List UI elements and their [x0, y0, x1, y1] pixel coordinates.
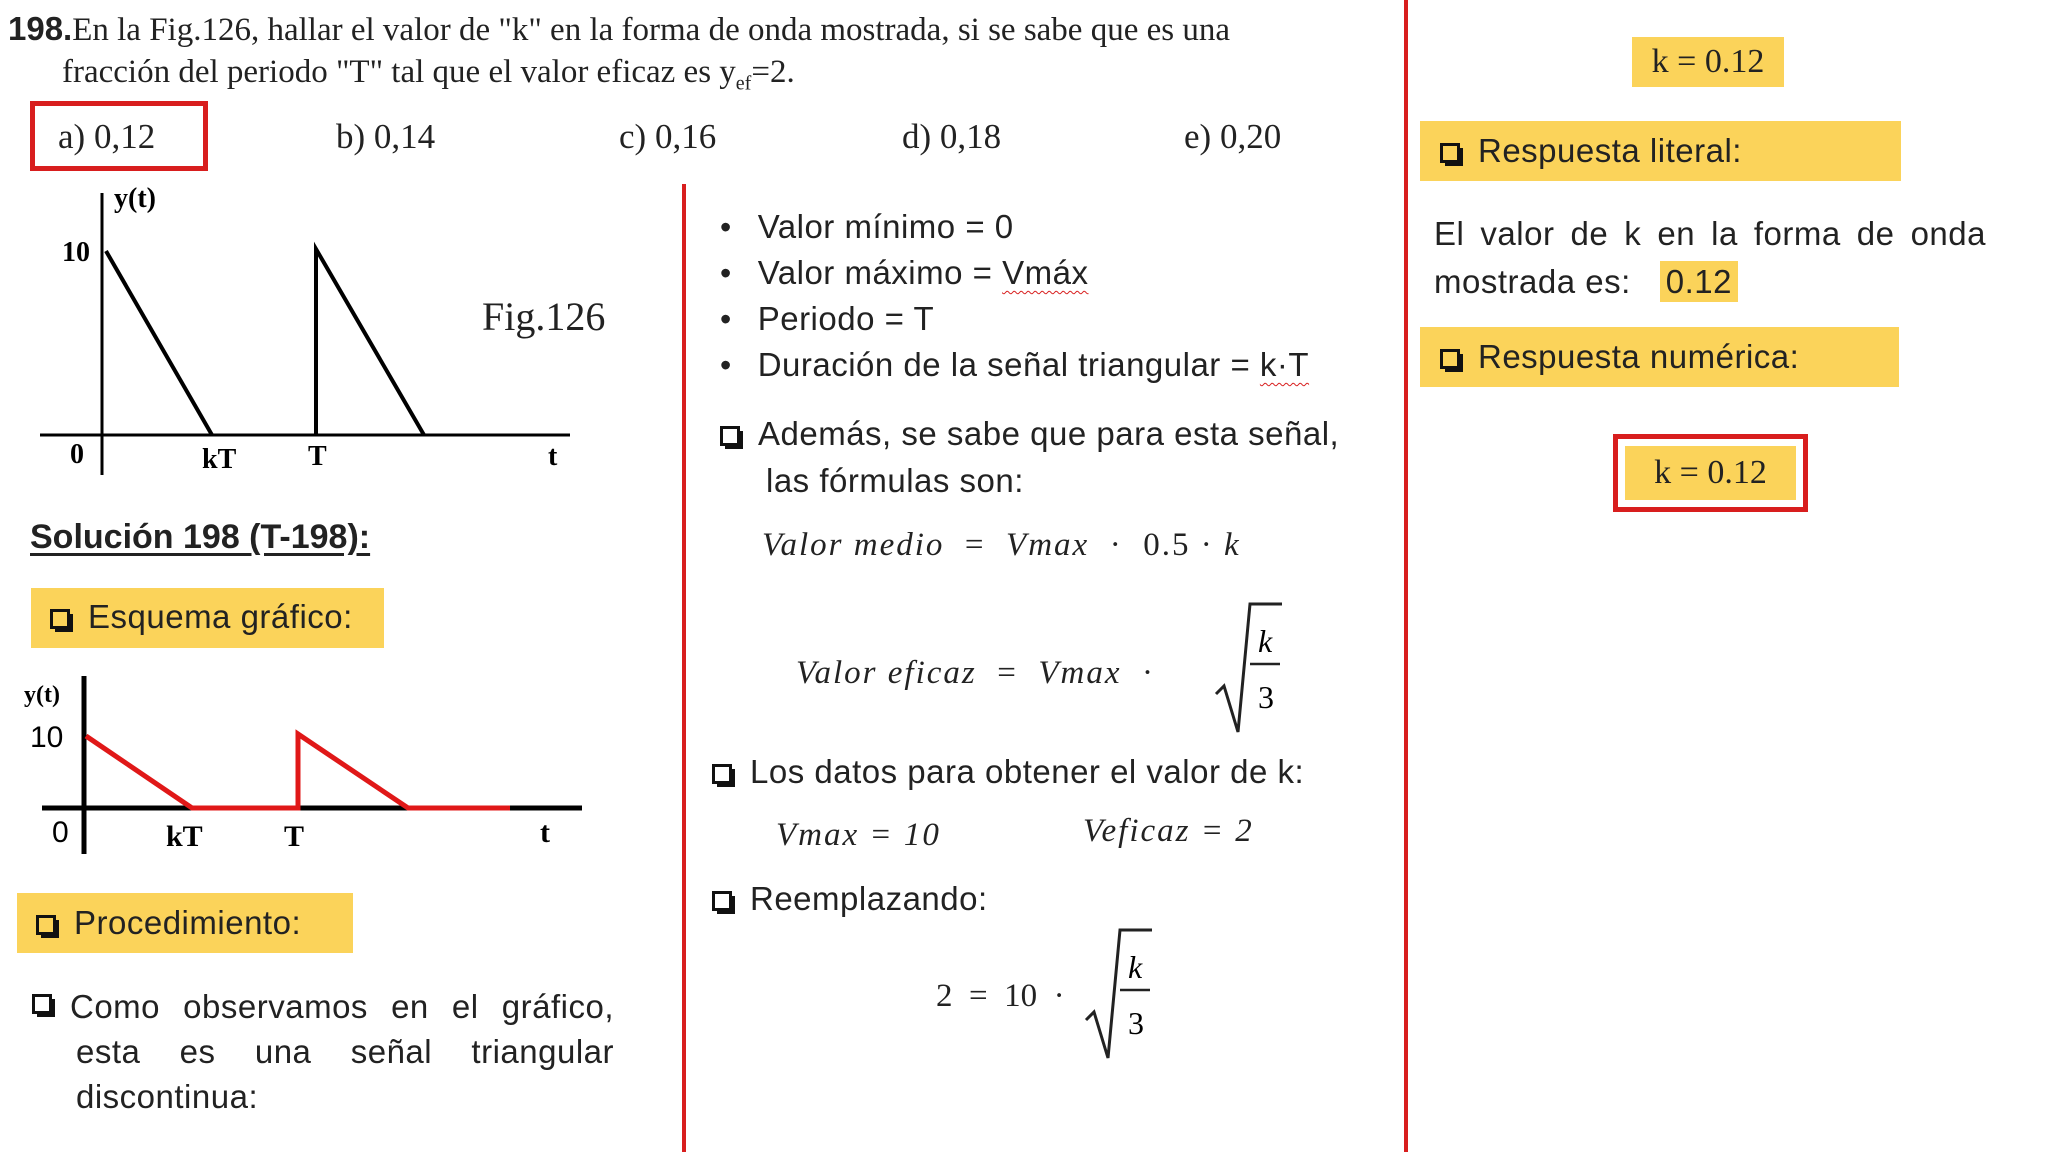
problem-statement [8, 8, 1230, 105]
fig-y-value: 10 [62, 237, 90, 268]
numeric-answer: k = 0.12 [1625, 446, 1796, 500]
list-item: • Periodo = T [720, 300, 935, 337]
checkbox-icon [50, 609, 70, 629]
numeric-label: Respuesta numérica: [1440, 338, 1799, 376]
fig-t-label: t [548, 441, 558, 472]
data-vmax: Vmax = 10 [776, 817, 941, 853]
svg-text:k: k [1258, 623, 1273, 659]
checkbox-icon [32, 994, 52, 1014]
schema-label: Esquema gráfico: [50, 598, 353, 636]
schema-signal-line [86, 734, 510, 808]
top-answer: k = 0.12 [1632, 37, 1784, 87]
fig-ramp-1 [106, 251, 212, 435]
fig-origin: 0 [70, 439, 84, 470]
checkbox-icon [712, 891, 732, 911]
numeric-answer-box [1613, 434, 1808, 512]
fig-ramp-2 [316, 249, 424, 435]
checkbox-icon [712, 764, 732, 784]
literal-value: 0.12 [1660, 261, 1738, 302]
option-a: a) 0,12 [58, 117, 156, 156]
literal-label: Respuesta literal: [1440, 132, 1742, 170]
formula-replace-lhs: 2 = 10 · [936, 978, 1065, 1014]
problem-text-line1: En la Fig.126, hallar el valor de "k" en la forma de onda mostrada, si se sabe que es una [72, 12, 1230, 48]
checkbox-icon [1440, 143, 1460, 163]
schema-t-label: t [540, 816, 550, 849]
divider-left [682, 184, 686, 1152]
formula-rms-sqrt [1214, 600, 1284, 736]
properties-list [720, 204, 1309, 388]
figure-label: Fig.126 [482, 294, 606, 339]
data-label: Los datos para obtener el valor de k: [712, 753, 1304, 791]
schema-T-label: T [284, 820, 305, 853]
svg-text:3: 3 [1128, 1005, 1144, 1041]
schema-graph [20, 672, 590, 862]
schema-origin: 0 [52, 816, 69, 849]
checkbox-icon [1440, 349, 1460, 369]
schema-y-label: y(t) [24, 682, 60, 708]
solution-title: Solución 198 (T-198): [30, 518, 371, 556]
fig-T-label: T [308, 441, 327, 472]
formula-mean-value: Valor medio = Vmax · 0.5 · k [762, 527, 1241, 563]
list-item: • Duración de la señal triangular = k·T [720, 346, 1310, 383]
svg-text:3: 3 [1258, 679, 1274, 715]
checkbox-icon [720, 426, 740, 446]
fig-kT-label: kT [202, 444, 237, 475]
also-text: Además, se sabe que para esta señal, las fórmulas son: [720, 410, 1339, 504]
problem-number: 198. [8, 10, 73, 47]
formula-replace-sqrt [1084, 926, 1154, 1062]
formula-rms-lhs: Valor eficaz = Vmax · [796, 655, 1155, 691]
schema-y-value: 10 [30, 721, 64, 754]
option-b: b) 0,14 [336, 117, 436, 156]
checkbox-icon [36, 915, 56, 935]
procedure-text: Como observamos en el gráfico, esta es una señal triangular discontinua: [32, 984, 614, 1119]
list-item: • Valor mínimo = 0 [720, 208, 1014, 245]
schema-kT-label: kT [166, 820, 203, 853]
problem-text-line2: fracción del periodo "T" tal que el valor eficaz es $y_{ef}=2$. [62, 54, 795, 95]
option-e: e) 0,20 [1184, 117, 1282, 156]
option-d: d) 0,18 [902, 117, 1002, 156]
svg-text:k: k [1128, 949, 1143, 985]
option-c: c) 0,16 [619, 117, 717, 156]
fig-y-label: y(t) [114, 185, 156, 214]
data-veficaz: Veficaz = 2 [1083, 813, 1254, 849]
list-item: • Valor máximo = Vmáx [720, 254, 1089, 291]
replace-label: Reemplazando: [712, 880, 988, 918]
procedure-label: Procedimiento: [36, 904, 301, 942]
literal-text: El valor de k en la forma de onda mostrada es: 0.12 [1434, 215, 1986, 300]
divider-right [1404, 0, 1408, 1152]
